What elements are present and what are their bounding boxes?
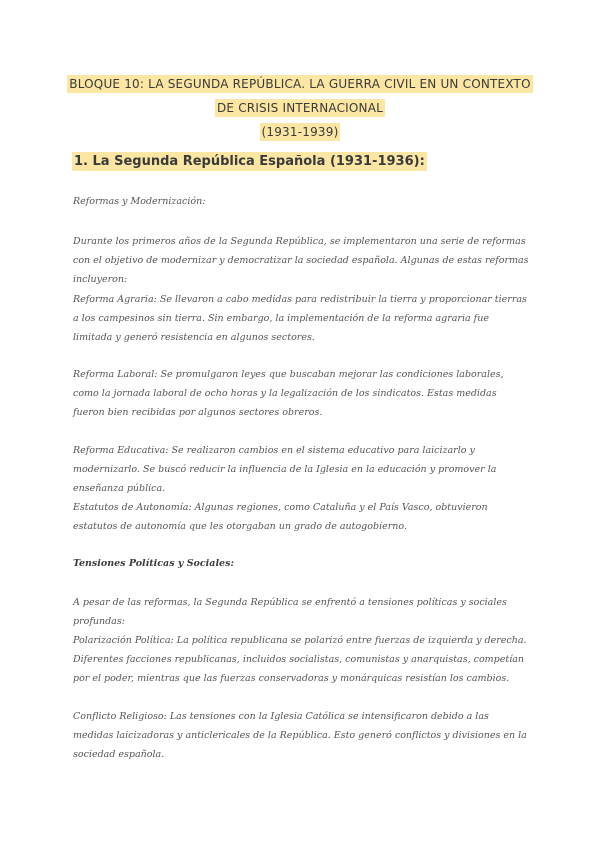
reformas-intro-paragraph: Durante los primeros años de la Segunda República, se implementaron una serie de reformas con el objetivo de modernizar y democratizar la sociedad española. Algunas de estas reformas incluyeron:	[73, 236, 529, 285]
conflicto-religioso-paragraph: Conflicto Religioso: Las tensiones con la Iglesia Católica se intensificaron debido a las medidas laicizadoras y anticlericales de la República. Esto generó conflictos y divisiones en la sociedad española.	[73, 711, 527, 760]
reforma-educativa-paragraph: Reforma Educativa: Se realizaron cambios en el sistema educativo para laicizarlo y modernizarlo. Se buscó reducir la influencia de la Iglesia en la educación y promover la enseñanza pública.	[73, 445, 497, 494]
title-line-2: (1931-1939)	[261, 125, 339, 139]
section-heading-text: 1. La Segunda República Española (1931-1936):	[74, 154, 425, 169]
tensiones-intro-paragraph: A pesar de las reformas, la Segunda República se enfrentó a tensiones políticas y sociales profundas:	[73, 597, 507, 627]
document-title	[60, 72, 540, 144]
tensiones-heading: Tensiones Políticas y Sociales:	[73, 558, 234, 569]
polarizacion-paragraph: Polarización Política: La política republicana se polarizó entre fuerzas de izquierda y derecha. Diferentes facciones republicanas, incluidos socialistas, comunistas y anarquistas, competían por el poder, mientras que las fuerzas conservadoras y monárquicas resistían los cambios.	[73, 635, 527, 684]
reforma-agraria-paragraph: Reforma Agraria: Se llevaron a cabo medidas para redistribuir la tierra y proporcionar tierras a los campesinos sin tierra. Sin embargo, la implementación de la reforma agraria fue limitada y generó resistencia en algunos sectores.	[73, 294, 527, 343]
estatutos-paragraph: Estatutos de Autonomía: Algunas regiones, como Cataluña y el País Vasco, obtuvieron estatutos de autonomía que les otorgaban un grado de autogobierno.	[73, 502, 488, 532]
section-heading	[72, 152, 427, 172]
reforma-laboral-paragraph: Reforma Laboral: Se promulgaron leyes que buscaban mejorar las condiciones laborales, como la jornada laboral de ocho horas y la legalización de los sindicatos. Estas medidas fueron bien recibidas por algunos sectores obreros.	[73, 369, 504, 418]
reformas-heading: Reformas y Modernización:	[73, 196, 206, 207]
title-line-1: BLOQUE 10: LA SEGUNDA REPÚBLICA. LA GUERRA CIVIL EN UN CONTEXTO DE CRISIS INTERNACIONAL	[69, 77, 531, 115]
